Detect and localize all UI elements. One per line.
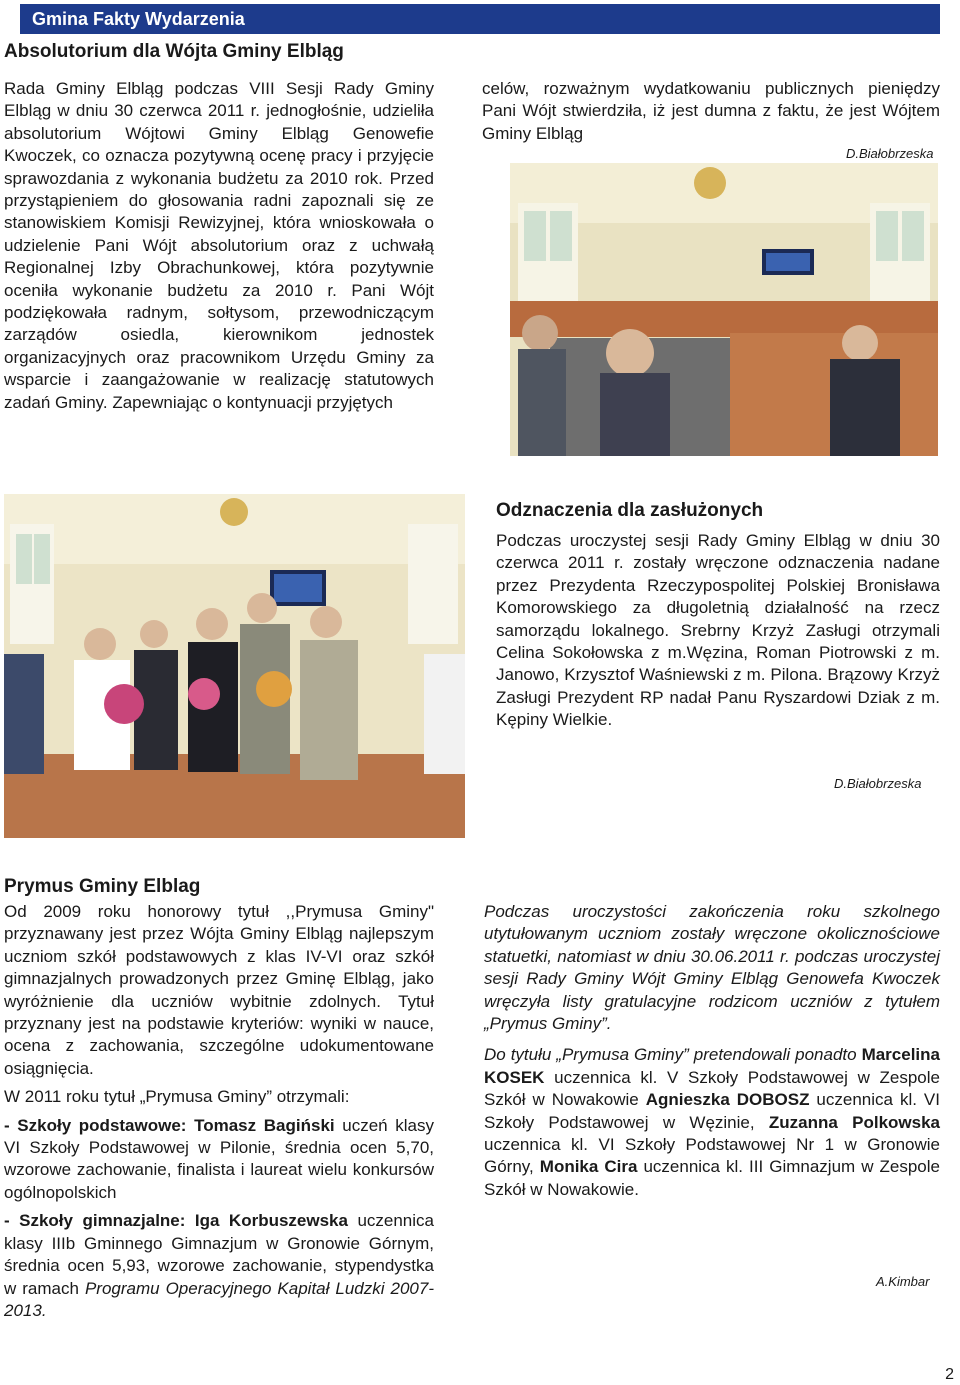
article2-credit: D.Białobrzeska (834, 776, 922, 791)
council-session-photo (510, 163, 938, 456)
middle-school-awardee-name: - Szkoły gimnazjalne: Iga Korbuszewska (4, 1211, 348, 1231)
article3-text-left (4, 901, 434, 1322)
candidate-name-4: Monika Cira (539, 1157, 638, 1177)
candidate-name-1: Marcelina KOSEK (484, 1045, 940, 1087)
article3-credit: A.Kimbar (876, 1274, 930, 1289)
article3-title: Prymus Gminy Elblag (4, 876, 201, 897)
candidate-details-1: uczennica kl. V Szkoły Podstawowej w Zespole Szkół w Nowakowie (484, 1067, 940, 1110)
program-name: Programu Operacyjnego Kapitał Ludzki 2007-2013. (4, 1278, 434, 1320)
decorated-group-photo (4, 494, 465, 838)
middle-school-awardee-details: uczennica klasy IIIb Gminnego Gimnazjum w Gronowie Górnym, średnia ocen 5,93, wzorowe zachowanie, stypendystka w ramach (4, 1211, 434, 1298)
article2-title: Odznaczenia dla zasłużonych (496, 500, 764, 521)
article3-ceremony-paragraph: Podczas uroczystości zakończenia roku szkolnego utytułowanym uczniom zostały wręczone okolicznościowe statuetki, natomiast w dniu 30.06.2011 r. podczas uroczystej sesji Rady Gminy Wójt Gminy Elbląg Genowefa Kwoczek wręczyła listy gratulacyjne rodzicom uczniów z tytułem „Prymus Gminy”. (484, 902, 940, 1034)
candidate-details-2: uczennica kl. VI Szkoły Podstawowej w Węzinie, (484, 1090, 940, 1132)
article1-paragraph-left: Rada Gminy Elbląg podczas VIII Sesji Rady Gminy Elbląg w dniu 30 czerwca 2011 r. jednogłośnie, udzieliła absolutorium Wójtowi Gminy Elbląg Genowefie Kwoczek, co oznacza pozytywną ocenę pracy i przyjęcie sprawozdania z wykonania budżetu za 2010 rok. Przed przystąpieniem do głosowania radni zapoznali się ze stanowiskiem Komisji Rewizyjnej, która wnioskowała o udzielenie Pani Wójt absolutorium oraz z uchwałą Regionalnej Izby Obrachunkowej, która pozytywnie oceniła wykonanie budżetu za 2010 r. Pani Wójt podziękowała radnym, sołtysom, przewodniczącym zarządów osiedla, kierownikom jednostek organizacyjnych oraz pracownikom Urzędu Gminy za wsparcie i zaangażowanie w realizację statutowych zadań Gminy. Zapewniając o kontynuacji przyjętych (4, 79, 434, 412)
article2-text (496, 530, 940, 732)
candidate-name-2: Agnieszka DOBOSZ (645, 1090, 810, 1110)
article3-intro-paragraph: Od 2009 roku honorowy tytuł ,,Prymusa Gminy" przyznawany jest przez Wójta Gminy Elbląg najlepszym uczniom szkół podstawowych z klas IV-VI oraz szkół gimnazjalnych prowadzonych przez Gminę Elbląg, jako wyróżnienie dla uczniów wybitnie zdolnych. Tytuł przyznany jest na podstawie kryteriów: wyniki w nauce, ocena z zachowania, szczególne udokumentowane osiągnięcia. (4, 902, 434, 1078)
article2-paragraph: Podczas uroczystej sesji Rady Gminy Elbląg w dniu 30 czerwca 2011 r. zostały wręczone odznaczenia nadane przez Prezydenta Rzeczypospolitej Polskiej Bronisława Komorowskiego za długoletnią działalność na rzecz samorządu lokalnego. Srebrny Krzyż Zasługi otrzymali Celina Sokołowska z m.Węzina, Roman Piotrowski z m. Janowo, Krzysztof Waśniewski z m. Pilona. Brązowy Krzyż Zasługi Prezydent RP nadał Panu Ryszardowi Dziak z m. Kępiny Wielkie. (496, 531, 940, 730)
article3-middle-school-awardee (4, 1210, 434, 1322)
article3-text-right (484, 901, 940, 1201)
article3-candidates-paragraph (484, 1044, 940, 1201)
candidate-name-3: Zuzanna Polkowska (768, 1112, 941, 1132)
section-header-title: Gmina Fakty Wydarzenia (32, 9, 245, 29)
section-header-bar (20, 4, 940, 34)
article1-title: Absolutorium dla Wójta Gminy Elbląg (4, 41, 344, 62)
page-number: 2 (945, 1366, 954, 1383)
primary-school-awardee-details: uczeń klasy VI Szkoły Podstawowej w Pilonie, średnia ocen 5,70, wzorowe zachowanie, finalista i laureat wielu konkursów ogólnopolskich (4, 1115, 434, 1202)
article1-text-left (4, 78, 434, 414)
article1-paragraph-right: celów, rozważnym wydatkowaniu publicznych pieniędzy Pani Wójt stwierdziła, iż jest dumna z faktu, że jest Wójtem Gminy Elbląg (482, 79, 940, 143)
candidate-details-4: uczennica kl. III Gimnazjum w Zespole Szkół w Nowakowie. (484, 1157, 940, 1199)
article3-primary-school-awardee (4, 1115, 434, 1205)
candidate-details-3: uczennica kl. VI Szkoły Podstawowej Nr 1 w Gronowie Górny, (484, 1135, 940, 1177)
article3-awardees-heading: W 2011 roku tytuł „Prymusa Gminy” otrzymali: (4, 1087, 350, 1107)
candidates-intro: Do tytułu „Prymusa Gminy” pretendowali ponadto (484, 1045, 862, 1065)
primary-school-awardee-name: - Szkoły podstawowe: Tomasz Bagiński (4, 1115, 335, 1135)
article1-text-right (482, 78, 940, 145)
article1-credit: D.Białobrzeska (846, 146, 934, 161)
